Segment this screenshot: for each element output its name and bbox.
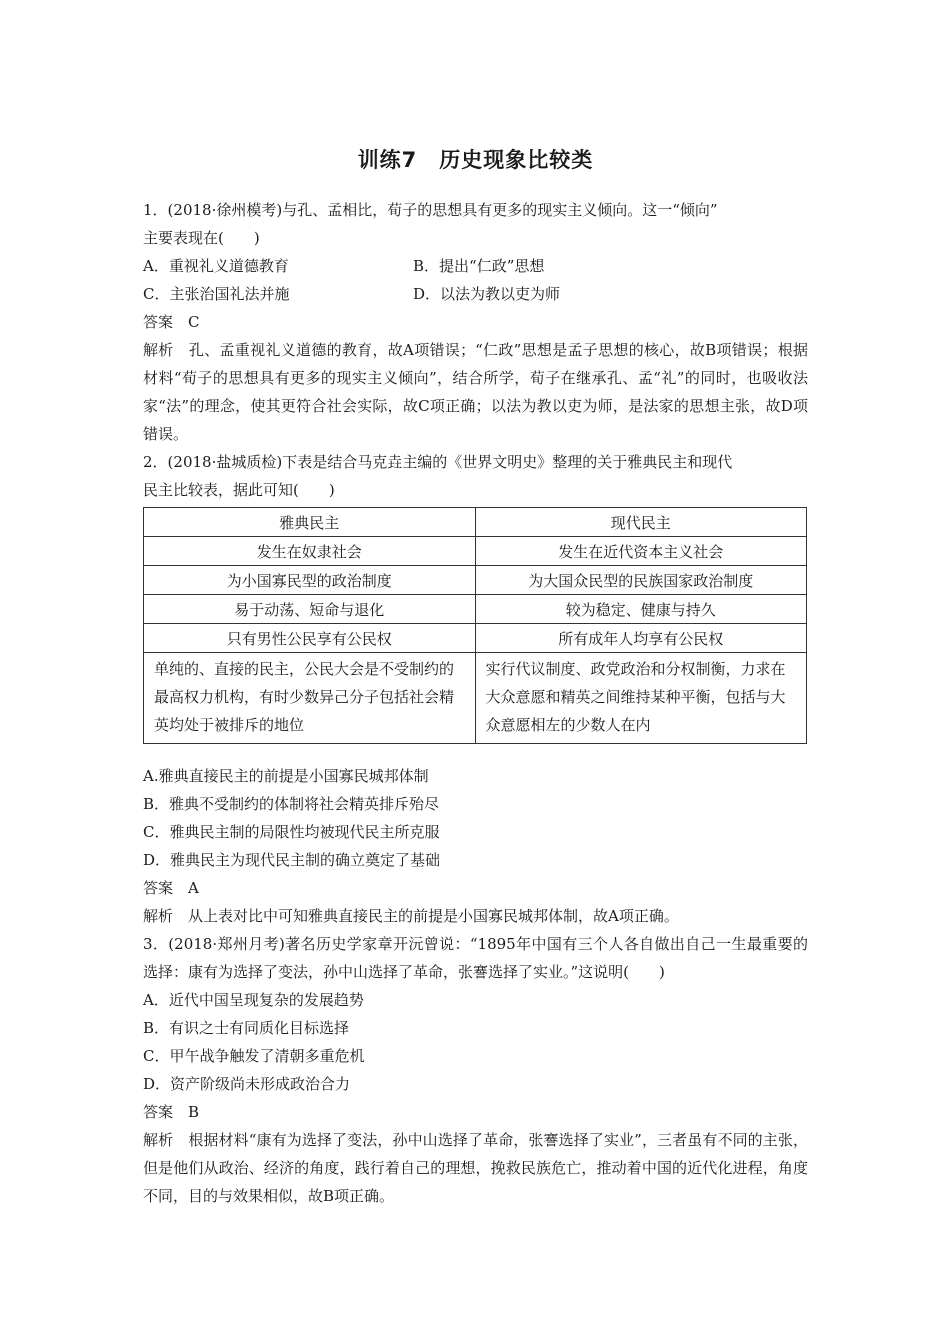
question-3 (143, 930, 808, 1210)
table-row (144, 537, 807, 566)
q2-option-d: D．雅典民主为现代民主制的确立奠定了基础 (143, 851, 441, 869)
q3-option-b: B．有识之士有同质化目标选择 (143, 1019, 350, 1037)
q3-answer: 答案 B (143, 1103, 200, 1121)
q3-option-a: A．近代中国呈现复杂的发展趋势 (143, 991, 364, 1009)
question-2 (143, 448, 808, 930)
table-cell: 易于动荡、短命与退化 (144, 595, 476, 624)
q1-option-c: C．主张治国礼法并施 (143, 285, 290, 303)
q1-options-row-1 (143, 252, 808, 280)
table-header-cell: 雅典民主 (144, 508, 476, 537)
table-cell: 发生在奴隶社会 (144, 537, 476, 566)
q1-stem-line-1: 1．(2018·徐州模考)与孔、孟相比，荀子的思想具有更多的现实主义倾向。这一“倾向” (143, 201, 718, 219)
q2-stem-line-1: 2．(2018·盐城质检)下表是结合马克垚主编的《世界文明史》整理的关于雅典民主和现代 (143, 453, 733, 471)
table-cell: 单纯的、直接的民主，公民大会是不受制约的最高权力机构，有时少数异己分子包括社会精英均处于被排斥的地位 (144, 653, 476, 744)
q1-stem-line-2: 主要表现在( ) (143, 229, 260, 247)
q2-stem-line-2: 民主比较表，据此可知( ) (143, 481, 335, 499)
q2-option-a: A.雅典直接民主的前提是小国寡民城邦体制 (143, 767, 429, 785)
table-cell: 较为稳定、健康与持久 (475, 595, 807, 624)
document-page (143, 140, 808, 1210)
q3-option-c: C．甲午战争触发了清朝多重危机 (143, 1047, 365, 1065)
q1-option-b: B．提出“仁政”思想 (413, 257, 545, 275)
q1-answer: 答案 C (143, 313, 200, 331)
table-header-row (144, 508, 807, 537)
table-cell: 为小国寡民型的政治制度 (144, 566, 476, 595)
q3-stem: 3．(2018·郑州月考)著名历史学家章开沅曾说：“1895年中国有三个人各自做出自己一生最重要的选择：康有为选择了变法，孙中山选择了革命，张謇选择了实业。”这说明( ) (143, 935, 808, 981)
table-cell: 只有男性公民享有公民权 (144, 624, 476, 653)
q2-answer: 答案 A (143, 879, 199, 897)
table-header-cell: 现代民主 (475, 508, 807, 537)
table-cell: 发生在近代资本主义社会 (475, 537, 807, 566)
table-row (144, 566, 807, 595)
q3-analysis: 解析 根据材料“康有为选择了变法，孙中山选择了革命，张謇选择了实业”，三者虽有不同的主张，但是他们从政治、经济的角度，践行着自己的理想，挽救民族危亡，推动着中国的近代化进程，角度不同，目的与效果相似，故B项正确。 (143, 1131, 808, 1205)
q1-option-d: D．以法为教以吏为师 (413, 285, 561, 303)
table-cell: 为大国众民型的民族国家政治制度 (475, 566, 807, 595)
q3-option-d: D．资产阶级尚未形成政治合力 (143, 1075, 351, 1093)
table-cell: 所有成年人均享有公民权 (475, 624, 807, 653)
q2-analysis: 解析 从上表对比中可知雅典直接民主的前提是小国寡民城邦体制，故A项正确。 (143, 907, 679, 925)
q2-option-b: B．雅典不受制约的体制将社会精英排斥殆尽 (143, 795, 440, 813)
q1-options-row-2 (143, 280, 808, 308)
table-row (144, 624, 807, 653)
q1-analysis: 解析 孔、孟重视礼义道德的教育，故A项错误；“仁政”思想是孟子思想的核心，故B项错误；根据材料“荀子的思想具有更多的现实主义倾向”，结合所学，荀子在继承孔、孟“礼”的同时，也吸收法家“法”的理念，使其更符合社会实际，故C项正确；以法为教以吏为师，是法家的思想主张，故D项错误。 (143, 341, 808, 443)
table-row (144, 653, 807, 744)
comparison-table (143, 507, 807, 744)
table-row (144, 595, 807, 624)
q1-option-a: A．重视礼义道德教育 (143, 257, 289, 275)
page-title: 训练7 历史现象比较类 (357, 148, 594, 172)
question-1 (143, 196, 808, 448)
table-cell: 实行代议制度、政党政治和分权制衡，力求在大众意愿和精英之间维持某种平衡，包括与大众意愿相左的少数人在内 (475, 653, 807, 744)
q2-option-c: C．雅典民主制的局限性均被现代民主所克服 (143, 823, 440, 841)
